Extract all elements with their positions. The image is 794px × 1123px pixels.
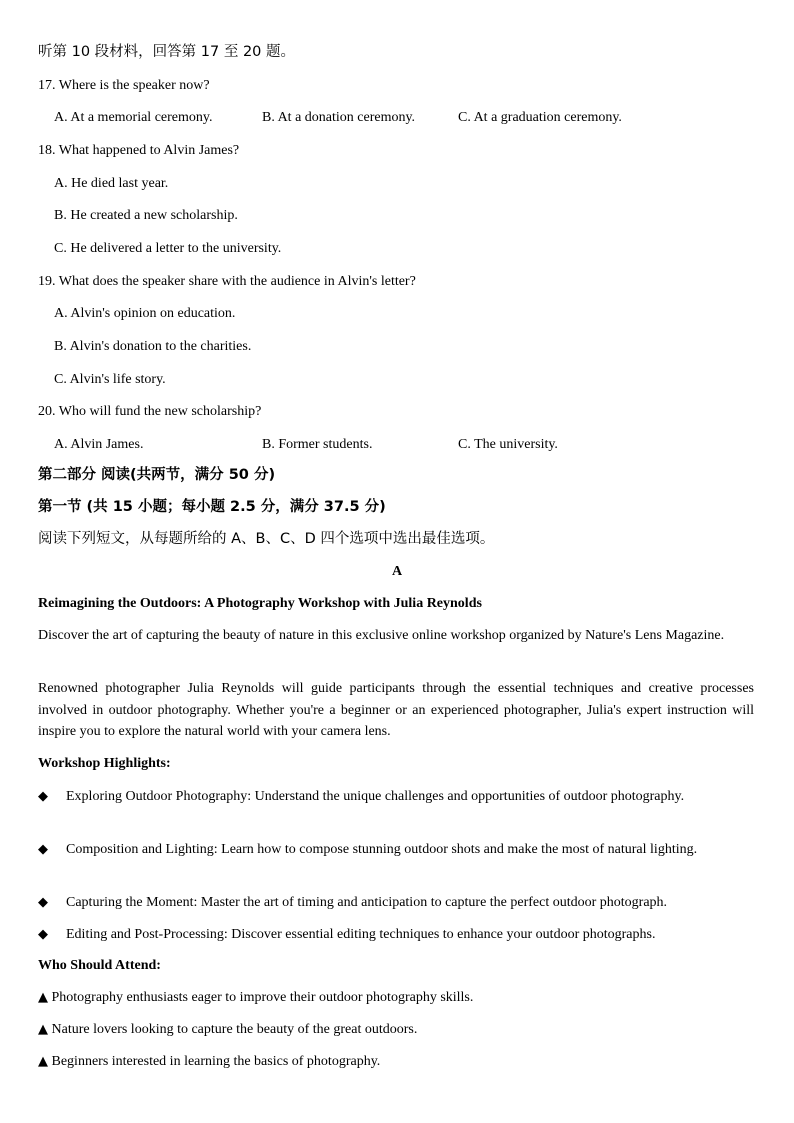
question-19-option-a: A. Alvin's opinion on education. xyxy=(54,306,236,321)
highlight-text: Exploring Outdoor Photography: Understand the unique challenges and opportunities of outdoor photography. xyxy=(66,789,685,804)
passage-paragraph-2: Renowned photographer Julia Reynolds will guide participants through the essential techniques and creative processes involved in outdoor photography. Whether you're a beginner or an experienced photographer, Julia's expert instruction will inspire you to explore the natural world with your camera lens. xyxy=(38,681,754,739)
listening-intro: 听第 10 段材料，回答第 17 至 20 题。 xyxy=(38,44,296,60)
question-19-option-b: B. Alvin's donation to the charities. xyxy=(54,339,252,354)
question-20-option-a: A. Alvin James. xyxy=(54,437,144,452)
question-18-option-a: A. He died last year. xyxy=(54,176,169,191)
triangle-bullet-icon: ▲ xyxy=(38,1022,48,1037)
highlight-item xyxy=(38,786,754,807)
question-19-option-c: C. Alvin's life story. xyxy=(54,372,166,387)
triangle-bullet-icon: ▲ xyxy=(38,1054,48,1069)
question-17-option-c: C. At a graduation ceremony. xyxy=(458,110,622,125)
diamond-bullet-icon: ◆ xyxy=(38,927,48,942)
diamond-bullet-icon: ◆ xyxy=(38,842,48,857)
highlights-heading: Workshop Highlights: xyxy=(38,756,171,771)
reading-part-title: 第二部分 阅读(共两节，满分 50 分) xyxy=(38,467,276,483)
highlight-text: Capturing the Moment: Master the art of timing and anticipation to capture the perfect outdoor photograph. xyxy=(66,895,668,910)
highlight-text: Editing and Post-Processing: Discover essential editing techniques to enhance your outdoor photographs. xyxy=(66,927,656,942)
question-18-stem: 18. What happened to Alvin James? xyxy=(38,143,240,158)
attend-item xyxy=(38,1021,417,1039)
highlight-text: Composition and Lighting: Learn how to compose stunning outdoor shots and make the most of natural lighting. xyxy=(66,842,698,857)
passage-title: Reimagining the Outdoors: A Photography Workshop with Julia Reynolds xyxy=(38,596,482,611)
passage-letter: A xyxy=(391,564,403,579)
highlight-item xyxy=(38,839,754,860)
triangle-bullet-icon: ▲ xyxy=(38,990,48,1005)
highlight-item xyxy=(38,892,754,913)
diamond-bullet-icon: ◆ xyxy=(38,789,48,804)
diamond-bullet-icon: ◆ xyxy=(38,895,48,910)
highlight-item xyxy=(38,924,754,945)
question-17-option-a: A. At a memorial ceremony. xyxy=(54,110,213,125)
attend-text: Beginners interested in learning the basics of photography. xyxy=(51,1054,381,1069)
attend-text: Photography enthusiasts eager to improve their outdoor photography skills. xyxy=(51,990,474,1005)
question-19-stem: 19. What does the speaker share with the audience in Alvin's letter? xyxy=(38,274,416,289)
attend-item xyxy=(38,989,473,1007)
attend-item xyxy=(38,1053,380,1071)
attend-heading: Who Should Attend: xyxy=(38,958,161,973)
reading-section-title: 第一节 (共 15 小题；每小题 2.5 分，满分 37.5 分) xyxy=(38,499,386,515)
question-18-option-b: B. He created a new scholarship. xyxy=(54,208,238,223)
question-18-option-c: C. He delivered a letter to the university. xyxy=(54,241,282,256)
question-20-option-b: B. Former students. xyxy=(262,437,373,452)
question-17-stem: 17. Where is the speaker now? xyxy=(38,78,210,93)
question-20-stem: 20. Who will fund the new scholarship? xyxy=(38,404,262,419)
passage-paragraph-1: Discover the art of capturing the beauty of nature in this exclusive online workshop organized by Nature's Lens Magazine. xyxy=(38,628,725,643)
attend-text: Nature lovers looking to capture the beauty of the great outdoors. xyxy=(51,1022,418,1037)
question-20-option-c: C. The university. xyxy=(458,437,558,452)
question-17-option-b: B. At a donation ceremony. xyxy=(262,110,416,125)
reading-instructions: 阅读下列短文，从每题所给的 A、B、C、D 四个选项中选出最佳选项。 xyxy=(38,531,495,547)
